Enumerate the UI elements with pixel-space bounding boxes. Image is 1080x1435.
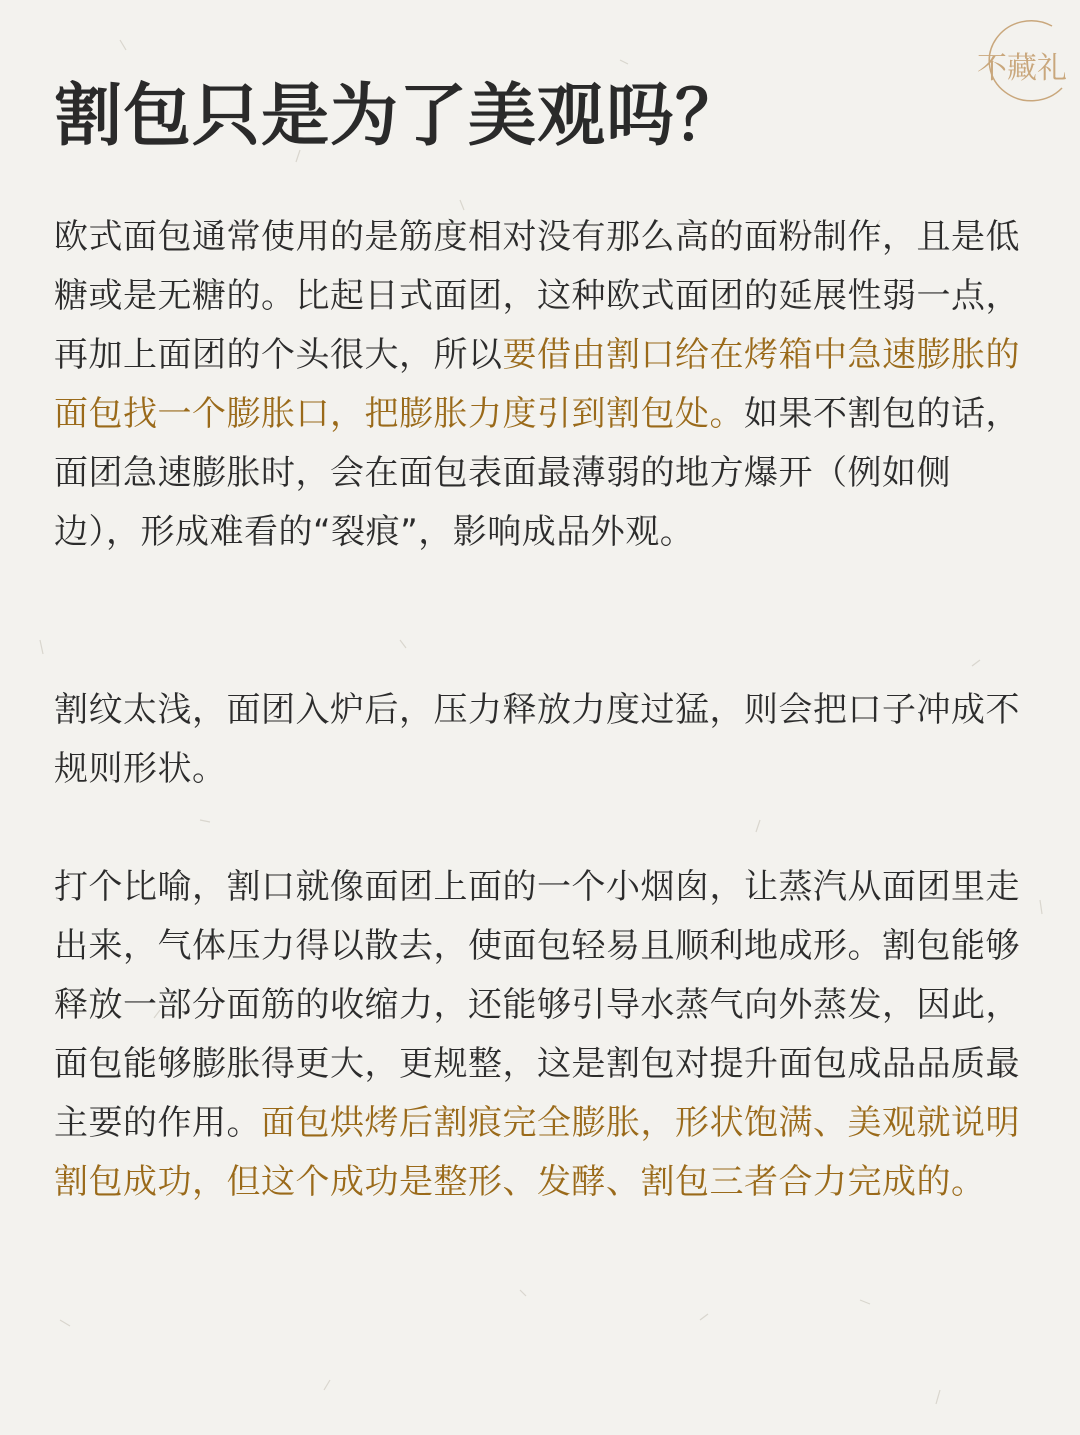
paragraph-3-highlight: 面包烘烤后割痕完全膨胀，形状饱满、美观就说明割包成功，但这个成功是整形、发酵、割包三者合力完成的。 bbox=[54, 1103, 1020, 1202]
paragraph-1-text-b: 如果不割包的话，面团急速膨胀时，会在面包表面最薄弱的地方爆开（例如侧边），形成难看的“裂痕”，影响成品外观。 bbox=[54, 394, 1020, 552]
paragraph-3-text: 打个比喻，割口就像面团上面的一个小烟囱，让蒸汽从面团里走出来，气体压力得以散去，使面包轻易且顺利地成形。割包能够释放一部分面筋的收缩力，还能够引导水蒸气向外蒸发，因此，面包能够膨胀得更大，更规整，这是割包对提升面包成品品质最主要的作用。 bbox=[54, 867, 1020, 1143]
paragraph-2-text: 割纹太浅，面团入炉后，压力释放力度过猛，则会把口子冲成不规则形状。 bbox=[54, 690, 1020, 789]
paragraph-2 bbox=[54, 681, 1034, 799]
brand-logo bbox=[968, 18, 1076, 108]
paragraph-1 bbox=[54, 208, 1034, 562]
logo-text: 不藏礼 bbox=[977, 51, 1067, 86]
page-title: 割包只是为了美观吗？ bbox=[54, 77, 745, 156]
paragraph-1-text-a: 欧式面包通常使用的是筋度相对没有那么高的面粉制作，且是低糖或是无糖的。比起日式面团，这种欧式面团的延展性弱一点，再加上面团的个头很大，所以 bbox=[54, 217, 1020, 375]
paragraph-3 bbox=[54, 858, 1034, 1212]
paragraph-1-highlight: 要借由割口给在烤箱中急速膨胀的面包找一个膨胀口，把膨胀力度引到割包处。 bbox=[54, 335, 1020, 434]
